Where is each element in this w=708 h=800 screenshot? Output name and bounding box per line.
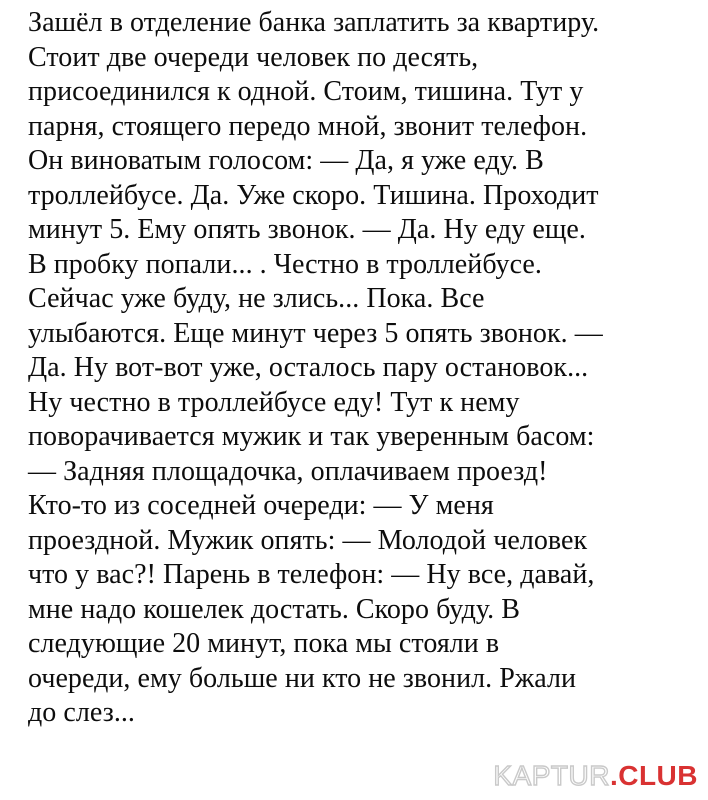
story-line-3: присоединился к одной. Стоим, тишина. Тут у bbox=[28, 76, 584, 107]
story-line-15: Кто-то из соседней очереди: — У меня bbox=[28, 490, 494, 521]
story-line-18: мне надо кошелек достать. Скоро буду. В bbox=[28, 593, 520, 625]
watermark-name: KAPTUR bbox=[493, 760, 610, 791]
watermark-dot: . bbox=[609, 760, 619, 791]
story-line-7: минут 5. Ему опять звонок. — Да. Ну еду еще. bbox=[28, 214, 586, 245]
story-line-17: что у вас?! Парень в телефон: — Ну все, давай, bbox=[28, 559, 595, 590]
story-line-9: Сейчас уже буду, не злись... Пока. Все bbox=[28, 283, 485, 314]
site-watermark bbox=[493, 762, 698, 790]
story-line-2: Стоит две очереди человек по десять, bbox=[28, 41, 479, 73]
story-line-21: до слез... bbox=[28, 697, 135, 728]
story-line-4: парня, стоящего передо мной, звонит телефон. bbox=[28, 110, 588, 142]
story-line-19: следующие 20 минут, пока мы стояли в bbox=[28, 628, 500, 659]
story-line-11: Да. Ну вот-вот уже, осталось пару остановок... bbox=[28, 352, 589, 383]
story-line-14: — Задняя площадочка, оплачиваем проезд! bbox=[28, 455, 548, 487]
story-line-13: поворачивается мужик и так уверенным басом: bbox=[28, 421, 595, 452]
story-line-20: очереди, ему больше ни кто не звонил. Ржали bbox=[28, 662, 577, 694]
watermark-domain: CLUB bbox=[618, 760, 698, 791]
story-line-8: В пробку попали... . Честно в троллейбусе. bbox=[28, 248, 542, 280]
story-line-10: улыбаются. Еще минут через 5 опять звонок. — bbox=[28, 317, 603, 349]
story-line-1: Зашёл в отделение банка заплатить за квартиру. bbox=[28, 7, 600, 38]
story-text bbox=[28, 6, 700, 731]
story-line-12: Ну честно в троллейбусе еду! Тут к нему bbox=[28, 386, 520, 418]
story-line-16: проездной. Мужик опять: — Молодой человек bbox=[28, 524, 588, 556]
story-line-5: Он виноватым голосом: — Да, я уже еду. В bbox=[28, 145, 544, 176]
story-line-6: троллейбусе. Да. Уже скоро. Тишина. Проходит bbox=[28, 179, 599, 211]
